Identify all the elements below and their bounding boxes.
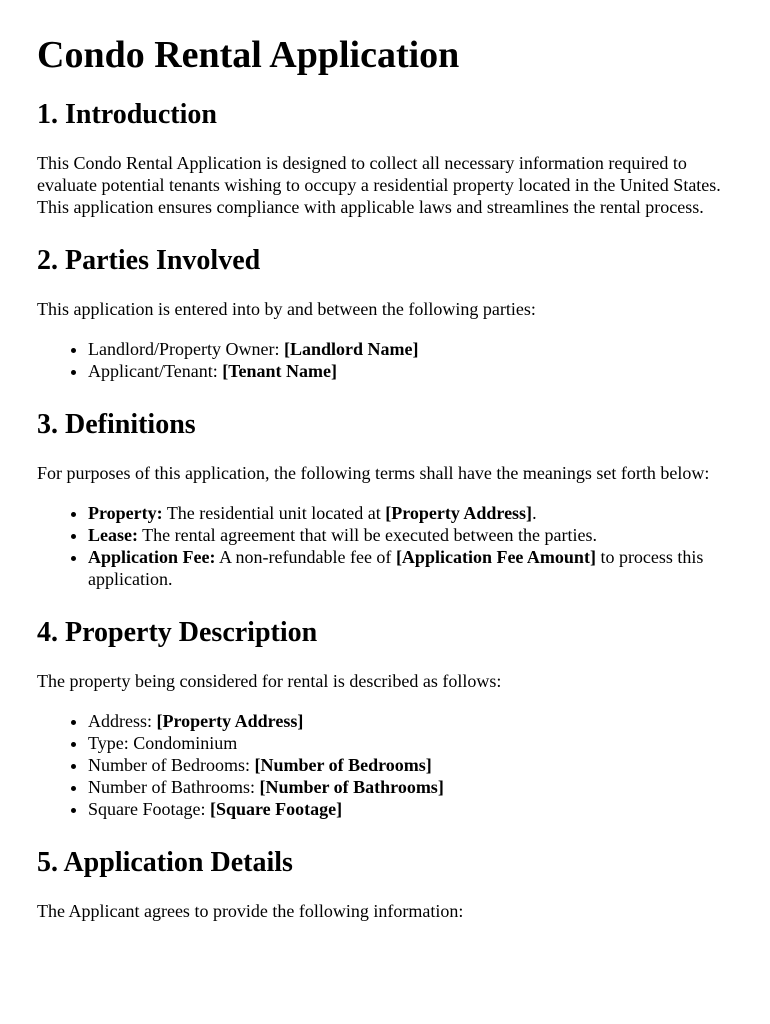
definition-term: Lease: — [88, 525, 138, 545]
placeholder-value: [Property Address] — [156, 711, 304, 731]
section-paragraph: This Condo Rental Application is designed to collect all necessary information required to evaluate potential tenants wishing to occupy a residential property located in the United States. This application ensures compliance with applicable laws and streamlines the rental process. — [37, 153, 721, 217]
definition-text: A non-refundable fee of — [215, 547, 396, 567]
list-item — [88, 546, 734, 590]
definition-suffix: . — [532, 503, 537, 523]
item-label: Landlord/Property Owner: — [88, 339, 284, 359]
item-label: Number of Bedrooms: — [88, 755, 255, 775]
item-label: Number of Bathrooms: — [88, 777, 260, 797]
parties-list — [37, 338, 734, 382]
definition-term: Application Fee: — [88, 547, 216, 567]
placeholder-value: [Application Fee Amount] — [395, 547, 596, 567]
section-heading: 5. Application Details — [37, 847, 293, 878]
placeholder-value: [Number of Bedrooms] — [254, 755, 432, 775]
item-label: Type: Condominium — [88, 733, 238, 753]
list-item — [88, 776, 734, 798]
section-heading: 2. Parties Involved — [37, 245, 261, 276]
section-heading: 4. Property Description — [37, 617, 318, 648]
section-parties — [37, 244, 734, 382]
list-item — [88, 524, 734, 546]
section-paragraph: The Applicant agrees to provide the following information: — [37, 901, 464, 921]
list-item — [88, 732, 734, 754]
section-paragraph: For purposes of this application, the following terms shall have the meanings set forth below: — [37, 463, 710, 483]
definition-text: The rental agreement that will be executed between the parties. — [137, 525, 597, 545]
placeholder-value: [Tenant Name] — [222, 361, 338, 381]
list-item — [88, 502, 734, 524]
property-list — [37, 710, 734, 820]
item-label: Address: — [88, 711, 157, 731]
document-title: Condo Rental Application — [37, 34, 460, 76]
section-heading: 1. Introduction — [37, 99, 217, 130]
section-definitions — [37, 408, 734, 590]
list-item — [88, 338, 734, 360]
definition-suffix: to process this application. — [88, 547, 704, 589]
section-application — [37, 846, 734, 922]
section-introduction — [37, 98, 734, 218]
list-item — [88, 360, 734, 382]
item-label: Applicant/Tenant: — [88, 361, 223, 381]
list-item — [88, 798, 734, 820]
section-paragraph: The property being considered for rental is described as follows: — [37, 671, 502, 691]
definition-text: The residential unit located at — [162, 503, 386, 523]
item-label: Square Footage: — [88, 799, 210, 819]
placeholder-value: [Property Address] — [385, 503, 533, 523]
placeholder-value: [Square Footage] — [209, 799, 343, 819]
section-paragraph: This application is entered into by and between the following parties: — [37, 299, 536, 319]
section-heading: 3. Definitions — [37, 409, 196, 440]
definitions-list — [37, 502, 734, 590]
definition-term: Property: — [88, 503, 163, 523]
list-item — [88, 754, 734, 776]
section-property — [37, 616, 734, 820]
placeholder-value: [Landlord Name] — [283, 339, 419, 359]
placeholder-value: [Number of Bathrooms] — [259, 777, 444, 797]
list-item — [88, 710, 734, 732]
